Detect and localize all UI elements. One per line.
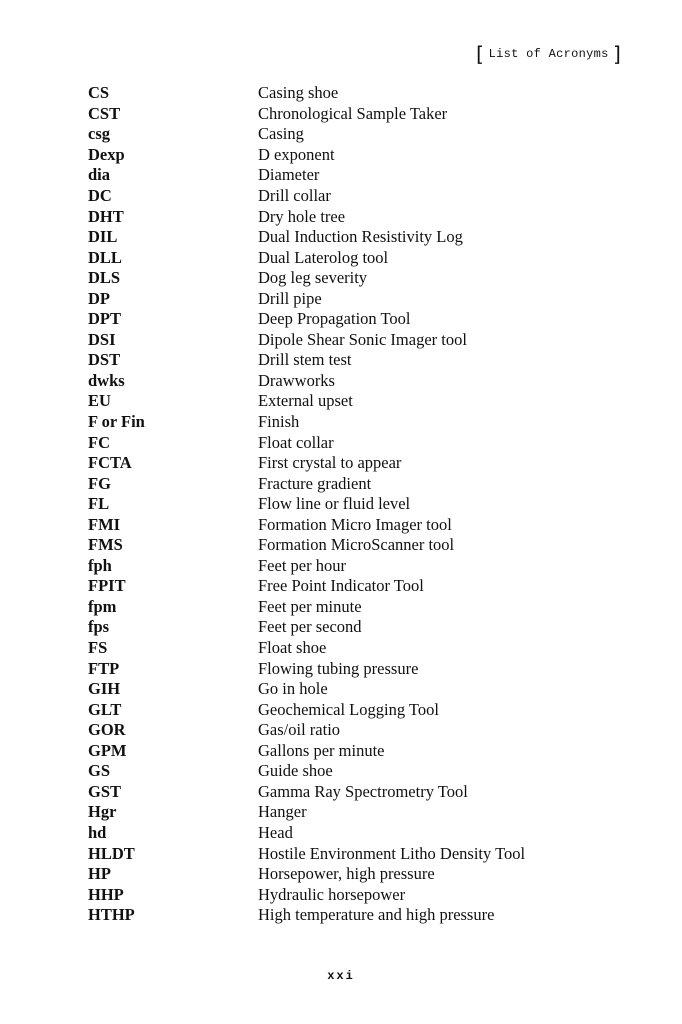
acronym-abbreviation: DLS [88,268,121,288]
acronym-definition: Diameter [258,165,320,185]
acronym-abbreviation: GOR [88,720,126,740]
acronym-row [88,288,608,309]
acronym-abbreviation: csg [88,124,110,144]
acronym-row [88,494,608,515]
acronym-abbreviation: CS [88,83,110,103]
acronym-abbreviation: FMS [88,535,123,555]
acronym-row [88,206,608,227]
acronym-definition: Geochemical Logging Tool [258,699,439,719]
acronym-abbreviation: DPT [88,309,121,329]
acronym-definition: High temperature and high pressure [258,905,495,925]
acronym-definition: Dry hole tree [258,206,346,226]
acronym-row [88,905,608,926]
acronym-abbreviation: dwks [88,370,125,390]
acronym-abbreviation: DST [88,350,121,370]
acronym-definition: Dual Induction Resistivity Log [258,227,463,247]
acronym-abbreviation: GPM [88,740,127,760]
acronym-row [88,186,608,207]
acronym-definition: Drill stem test [258,350,352,370]
acronym-abbreviation: DIL [88,227,118,247]
acronym-definition: Chronological Sample Taker [258,103,448,123]
acronym-definition: First crystal to appear [258,453,402,473]
acronym-abbreviation: Hgr [88,802,117,822]
acronym-row [88,124,608,145]
acronym-definition: D exponent [258,144,335,164]
acronym-definition: Horsepower, high pressure [258,864,435,884]
acronym-row [88,864,608,885]
acronym-row [88,350,608,371]
acronym-definition: Drill collar [258,186,331,205]
acronym-definition: Feet per second [258,617,362,637]
acronym-abbreviation: GST [88,781,122,801]
acronym-abbreviation: HP [88,864,111,884]
acronym-definition: Formation MicroScanner tool [258,535,455,555]
acronym-abbreviation: DHT [88,206,124,226]
acronym-definition: External upset [258,391,353,411]
acronym-definition: Feet per minute [258,596,362,616]
acronym-definition: Gallons per minute [258,740,385,760]
acronym-abbreviation: FMI [88,514,121,534]
acronym-abbreviation: CST [88,103,121,123]
acronym-list [88,83,608,925]
acronym-definition: Casing shoe [258,83,339,103]
acronym-abbreviation: FCTA [88,453,132,473]
acronym-abbreviation: fpm [88,596,117,616]
acronym-abbreviation: Dexp [88,144,125,164]
acronym-row [88,782,608,803]
acronym-abbreviation: FS [88,638,108,658]
acronym-definition: Float shoe [258,638,327,658]
acronym-row [88,679,608,700]
acronym-row [88,104,608,125]
acronym-definition: Formation Micro Imager tool [258,514,452,534]
acronym-abbreviation: GIH [88,679,121,699]
acronym-abbreviation: hd [88,822,107,842]
acronym-abbreviation: HTHP [88,905,135,925]
acronym-definition: Free Point Indicator Tool [258,576,424,596]
acronym-abbreviation: FG [88,473,111,493]
acronym-row [88,309,608,330]
acronym-abbreviation: FL [88,494,110,514]
acronym-row [88,330,608,351]
acronym-definition: Finish [258,412,300,432]
acronym-abbreviation: F or Fin [88,412,145,432]
acronym-abbreviation: GLT [88,699,122,719]
acronym-abbreviation: HLDT [88,843,135,863]
acronym-row [88,371,608,392]
acronym-abbreviation: GS [88,761,111,781]
acronym-row [88,761,608,782]
acronym-row [88,802,608,823]
running-head-title: List of Acronyms [488,47,609,61]
acronym-abbreviation: DSI [88,329,116,349]
acronym-abbreviation: DLL [88,247,122,267]
acronym-definition: Gamma Ray Spectrometry Tool [258,781,468,801]
acronym-row [88,741,608,762]
acronym-row [88,535,608,556]
acronym-row [88,268,608,289]
acronym-definition: Hostile Environment Litho Density Tool [258,843,526,863]
acronym-definition: Flowing tubing pressure [258,658,419,678]
acronym-definition: Feet per hour [258,555,346,575]
acronym-row [88,617,608,638]
acronym-definition: Hanger [258,802,307,822]
acronym-row [88,843,608,864]
acronym-definition: Float collar [258,432,334,452]
acronym-abbreviation: FPIT [88,576,126,596]
acronym-definition: Dual Laterolog tool [258,247,389,267]
page-number: xxi [327,969,355,983]
acronym-abbreviation: fph [88,555,112,575]
acronym-definition: Deep Propagation Tool [258,309,411,329]
acronym-definition: Dipole Shear Sonic Imager tool [258,329,467,349]
acronym-abbreviation: HHP [88,884,124,904]
acronym-definition: Flow line or fluid level [258,494,411,514]
acronym-row [88,597,608,618]
acronym-row [88,453,608,474]
acronym-row [88,473,608,494]
acronym-row [88,514,608,535]
acronym-definition: Go in hole [258,679,328,699]
acronym-row [88,227,608,248]
acronym-row [88,83,608,104]
acronym-row [88,658,608,679]
acronym-row [88,720,608,741]
acronym-row [88,699,608,720]
acronym-row [88,638,608,659]
acronym-row [88,165,608,186]
acronym-definition: Fracture gradient [258,473,372,493]
running-head [473,42,624,66]
acronym-definition: Dog leg severity [258,268,368,288]
acronym-definition: Head [258,822,293,842]
acronym-abbreviation: EU [88,391,111,411]
acronym-row [88,576,608,597]
acronym-definition: Drill pipe [258,288,322,308]
acronym-abbreviation: fps [88,617,110,637]
acronym-row [88,391,608,412]
acronym-definition: Gas/oil ratio [258,720,341,740]
acronym-row [88,247,608,268]
acronym-row [88,432,608,453]
acronym-abbreviation: DP [88,288,110,308]
acronym-abbreviation: FC [88,432,110,452]
acronym-abbreviation: FTP [88,658,120,678]
acronym-definition: Casing [258,124,304,144]
acronym-definition: Drawworks [258,370,335,390]
right-bracket: ] [611,42,624,66]
acronym-row [88,145,608,166]
acronym-abbreviation: dia [88,165,111,185]
acronym-row [88,556,608,577]
acronym-row [88,412,608,433]
acronym-definition: Guide shoe [258,761,333,781]
acronym-row [88,884,608,905]
acronym-row [88,823,608,844]
acronym-abbreviation: DC [88,186,112,205]
left-bracket: [ [473,42,486,66]
acronym-definition: Hydraulic horsepower [258,884,406,904]
